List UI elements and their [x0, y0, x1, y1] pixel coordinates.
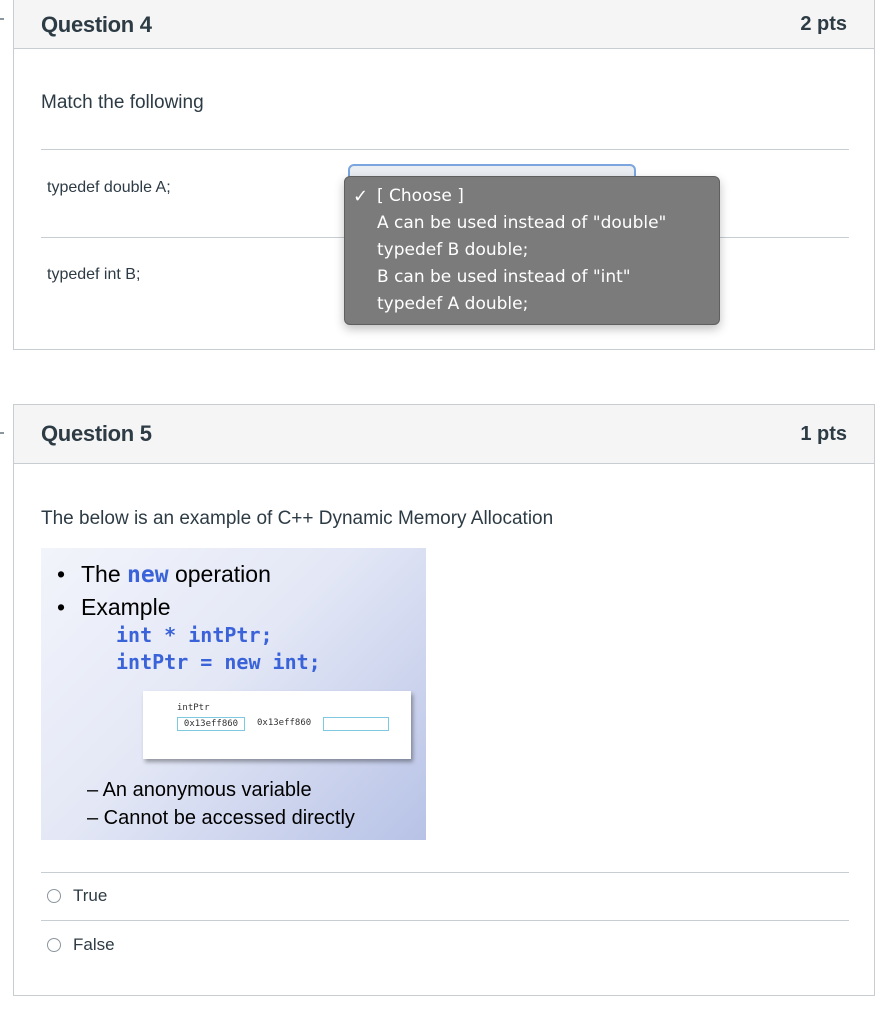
question-points: 1 pts — [800, 422, 847, 445]
radio-button[interactable] — [47, 889, 61, 903]
question-marker — [0, 432, 4, 434]
slide-note: – Cannot be accessed directly — [87, 807, 355, 829]
dropdown-option[interactable]: B can be used instead of "int" — [377, 267, 631, 287]
answer-option-false[interactable] — [47, 935, 115, 955]
question-title: Question 4 — [41, 11, 152, 37]
memory-diagram — [143, 691, 411, 759]
anonymous-variable-box — [323, 717, 389, 731]
pointer-box: 0x13eff860 — [177, 717, 245, 731]
question-prompt: The below is an example of C++ Dynamic Memory Allocation — [41, 508, 554, 529]
answer-option-true[interactable] — [47, 886, 107, 906]
question-points: 2 pts — [800, 13, 847, 35]
question-5-card — [13, 404, 875, 996]
radio-button[interactable] — [47, 938, 61, 952]
divider — [41, 920, 849, 921]
dynamic-memory-slide-image — [41, 548, 426, 840]
dropdown-option[interactable]: A can be used instead of "double" — [377, 213, 667, 233]
answer-label: True — [73, 886, 108, 905]
diagram-label: intPtr — [177, 703, 210, 713]
answer-label: False — [73, 935, 115, 954]
checkmark-icon: ✓ — [353, 186, 369, 207]
dropdown-option[interactable]: typedef B double; — [377, 240, 529, 260]
address-label: 0x13eff860 — [257, 718, 312, 728]
divider — [41, 149, 849, 150]
slide-bullet: • The new operation — [57, 561, 271, 588]
match-row-label: typedef double A; — [47, 179, 171, 196]
match-row-label: typedef int B; — [47, 266, 141, 283]
code-line: int * intPtr; — [116, 623, 273, 647]
question-prompt: Match the following — [41, 92, 204, 113]
code-line: intPtr = new int; — [116, 650, 321, 674]
divider — [41, 872, 849, 873]
dropdown-option-choose[interactable] — [345, 183, 719, 210]
question-5-header — [14, 405, 874, 464]
slide-note: – An anonymous variable — [87, 779, 312, 801]
question-title: Question 5 — [41, 421, 152, 446]
question-marker — [0, 18, 4, 20]
question-4-header — [14, 0, 874, 49]
slide-bullet: • Example — [57, 594, 171, 620]
match-dropdown-menu — [344, 176, 720, 325]
dropdown-option[interactable]: typedef A double; — [377, 294, 529, 314]
dropdown-option-label: [ Choose ] — [377, 186, 464, 206]
